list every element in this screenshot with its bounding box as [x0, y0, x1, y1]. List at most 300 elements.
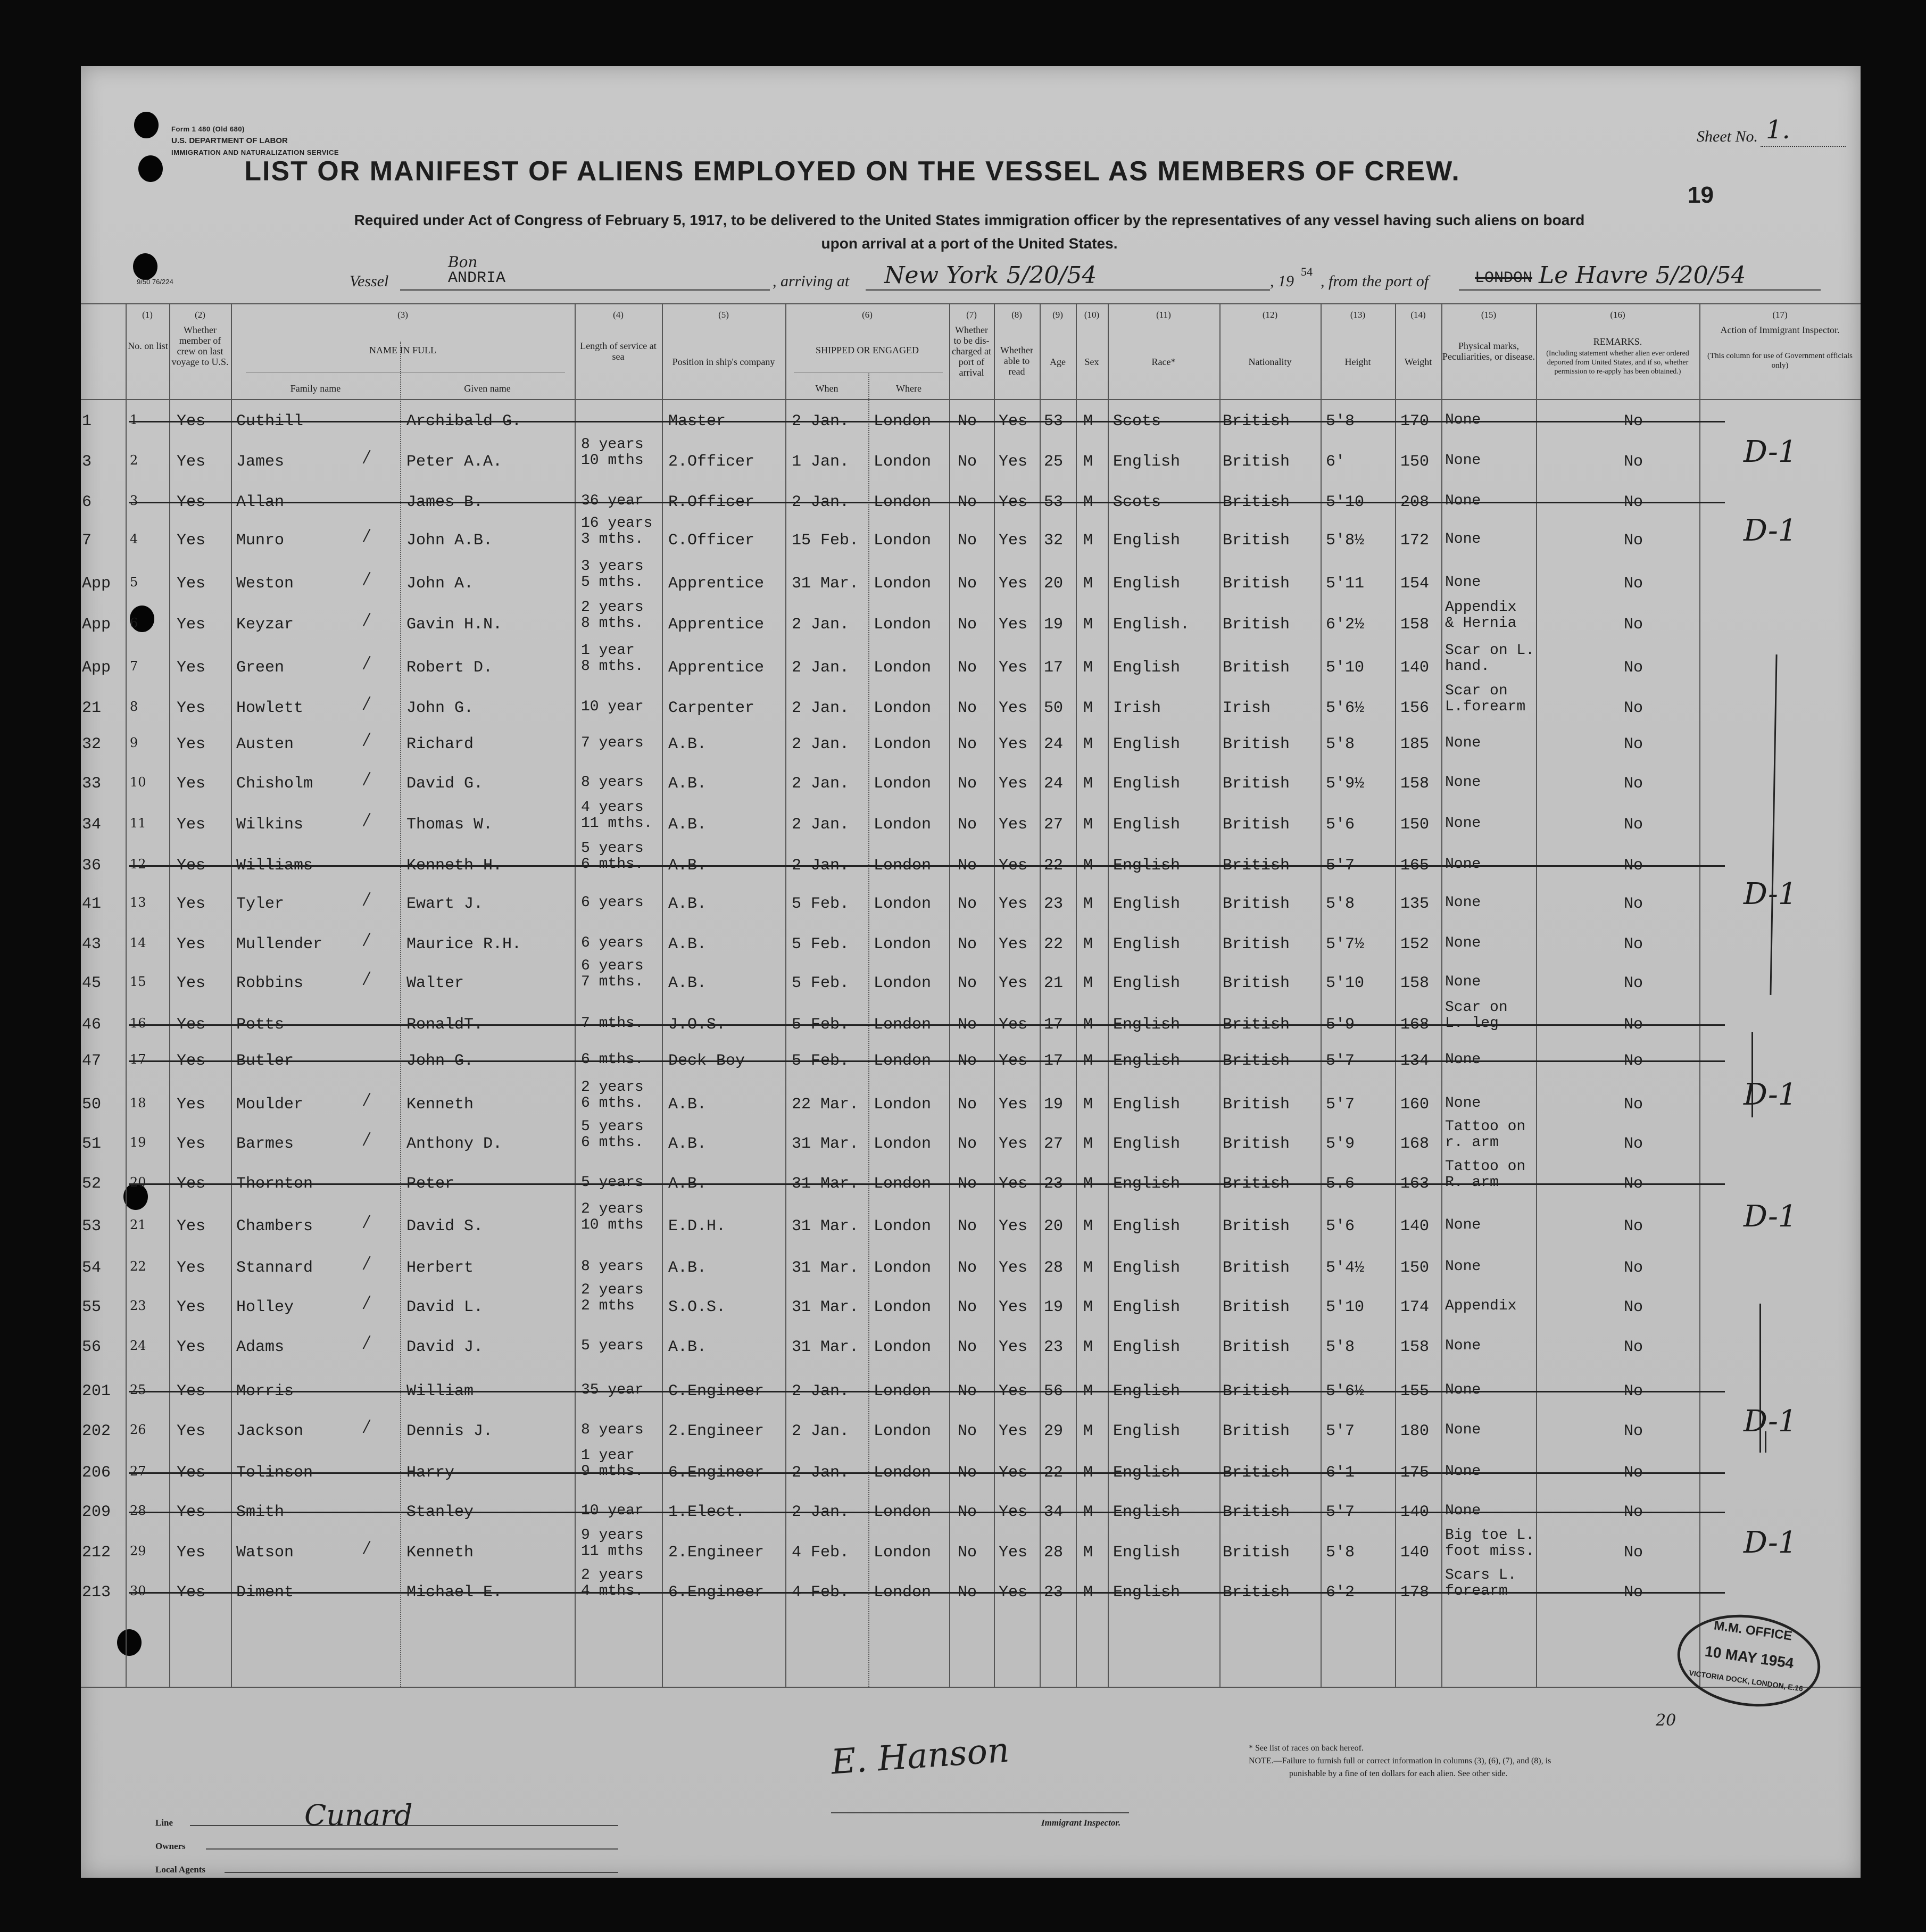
cell-when: 31 Mar.: [792, 1338, 859, 1356]
cell-where: London: [874, 735, 932, 753]
cell-wt: 160: [1400, 1096, 1430, 1114]
vessel-label: Vessel: [350, 272, 389, 290]
page-title: LIST OR MANIFEST OF ALIENS EMPLOYED ON THE VESSEL AS MEMBERS OF CREW.: [244, 156, 1460, 187]
cell-pos: C.Engineer: [668, 1382, 765, 1400]
cell-margin: 34: [82, 816, 102, 834]
table-row: [81, 1282, 1861, 1321]
cell-crew: Yes: [177, 1096, 206, 1114]
col-head-nationality: Nationality: [1248, 356, 1292, 367]
col-num-2: (2): [195, 310, 205, 320]
cell-where: London: [874, 895, 932, 913]
check-tick: /: [364, 930, 370, 949]
cell-service: [581, 643, 644, 675]
row-strikethrough: [129, 865, 1725, 867]
service-line-2: 9 mths.: [581, 1463, 644, 1480]
cell-wt: 174: [1400, 1298, 1430, 1316]
inspector-stroke: [1765, 1431, 1766, 1453]
cell-when: 2 Jan.: [792, 857, 850, 875]
cell-read: Yes: [999, 412, 1028, 430]
marks-line-2: hand.: [1445, 658, 1490, 675]
cell-nat: British: [1223, 1135, 1290, 1153]
cell-when: 2 Jan.: [792, 1503, 850, 1521]
cell-nat: British: [1223, 575, 1290, 593]
cell-where: London: [874, 935, 932, 953]
check-tick: /: [364, 694, 370, 712]
cell-age: 19: [1044, 1096, 1064, 1114]
cell-given: Archibald G.: [406, 412, 522, 430]
cell-nat: British: [1223, 1338, 1290, 1356]
cell-pos: A.B.: [668, 974, 707, 992]
stamp-date: 10 MAY 1954: [1704, 1643, 1795, 1672]
check-tick: /: [364, 1130, 370, 1148]
cell-given: David L.: [406, 1298, 484, 1316]
agent-signature: Cunard: [304, 1798, 413, 1832]
cell-disc: No: [958, 493, 977, 511]
service-line-1: 5 years: [581, 840, 644, 857]
cell-given: John G.: [406, 699, 474, 717]
cell-physical-marks: [1445, 895, 1481, 911]
cell-where: London: [874, 1503, 932, 1521]
table-row: [81, 486, 1861, 516]
cell-age: 17: [1044, 659, 1064, 677]
cell-physical-marks: [1445, 974, 1481, 990]
cell-age: 50: [1044, 699, 1064, 717]
cell-pos: A.B.: [668, 1338, 707, 1356]
marks-line-1: None: [1445, 1503, 1481, 1519]
marks-line-1: None: [1445, 735, 1481, 751]
cell-nat: British: [1223, 974, 1290, 992]
cell-race: Scots: [1113, 493, 1161, 511]
cell-age: 22: [1044, 857, 1064, 875]
cell-disc: No: [958, 1175, 977, 1193]
cell-where: London: [874, 575, 932, 593]
marks-line-1: None: [1445, 974, 1481, 990]
cell-given: David J.: [406, 1338, 484, 1356]
cell-sex: M: [1083, 453, 1093, 471]
cell-family: Moulder: [236, 1096, 304, 1114]
cell-crew: Yes: [177, 1298, 206, 1316]
cell-sex: M: [1083, 735, 1093, 753]
cell-when: 5 Feb.: [792, 895, 850, 913]
cell-read: Yes: [999, 616, 1028, 634]
header-bottom-border: [81, 399, 1861, 400]
cell-crew: Yes: [177, 493, 206, 511]
inspector-mark: D-1: [1744, 877, 1797, 911]
cell-given: RonaldT.: [406, 1016, 484, 1034]
cell-when: 22 Mar.: [792, 1096, 859, 1114]
cell-ht: 5.6: [1326, 1175, 1355, 1193]
cell-service: [581, 1448, 644, 1480]
cell-age: 56: [1044, 1382, 1064, 1400]
cell-nat: British: [1223, 1052, 1290, 1070]
cell-pos: 6.Engineer: [668, 1583, 765, 1602]
cell-sex: M: [1083, 1175, 1093, 1193]
cell-wt: 140: [1400, 659, 1430, 677]
col-head-height: Height: [1344, 356, 1371, 367]
cell-where: London: [874, 1135, 932, 1153]
col-head-name: NAME IN FULL: [369, 345, 436, 355]
cell-no: 18: [130, 1096, 146, 1110]
table-row: [81, 1567, 1861, 1606]
cell-where: London: [874, 453, 932, 471]
table-row: [81, 1447, 1861, 1486]
cell-margin: 3: [82, 453, 92, 471]
service-line-1: 4 years: [581, 799, 644, 816]
cell-given: Michael E.: [406, 1583, 503, 1602]
cell-pos: C.Officer: [668, 532, 755, 550]
cell-read: Yes: [999, 1583, 1028, 1602]
cell-read: Yes: [999, 575, 1028, 593]
cell-given: William: [406, 1382, 474, 1400]
cell-service: [581, 935, 644, 951]
cell-race: English: [1113, 1259, 1181, 1277]
cell-when: 2 Jan.: [792, 493, 850, 511]
cell-where: London: [874, 1259, 932, 1277]
cell-race: Irish: [1113, 699, 1161, 717]
cell-read: Yes: [999, 857, 1028, 875]
cell-sex: M: [1083, 816, 1093, 834]
cell-where: London: [874, 1217, 932, 1236]
cell-age: 28: [1044, 1259, 1064, 1277]
cell-family: Smith: [236, 1503, 285, 1521]
col-num-9: (9): [1052, 310, 1063, 320]
cell-margin: 21: [82, 699, 102, 717]
cell-nat: British: [1223, 1544, 1290, 1562]
marks-line-1: None: [1445, 1095, 1481, 1112]
table-row: [81, 1158, 1861, 1197]
cell-age: 27: [1044, 816, 1064, 834]
inspector-stroke: [1759, 1304, 1761, 1453]
col-head-discharged: Whether to be dis-charged at port of arrival: [951, 325, 992, 378]
check-tick: /: [364, 810, 370, 829]
cell-age: 27: [1044, 1135, 1064, 1153]
cell-sex: M: [1083, 1422, 1093, 1440]
cell-rem: No: [1624, 1464, 1643, 1482]
cell-disc: No: [958, 1464, 977, 1482]
cell-age: 29: [1044, 1422, 1064, 1440]
department-name: U.S. DEPARTMENT OF LABOR: [171, 136, 288, 145]
cell-when: 31 Mar.: [792, 575, 859, 593]
cell-physical-marks: [1445, 816, 1481, 832]
cell-race: English.: [1113, 616, 1190, 634]
table-row: [81, 1251, 1861, 1281]
inspector-signature: E. Hanson: [829, 1730, 1011, 1782]
cell-given: Robert D.: [406, 659, 493, 677]
cell-given: Herbert: [406, 1259, 474, 1277]
marks-line-1: None: [1445, 493, 1481, 509]
cell-race: English: [1113, 1583, 1181, 1602]
cell-age: 24: [1044, 735, 1064, 753]
table-row: [81, 642, 1861, 681]
cell-service: [581, 1080, 644, 1112]
cell-sex: M: [1083, 532, 1093, 550]
col-num-14: (14): [1410, 310, 1426, 320]
check-tick: /: [364, 1417, 370, 1436]
page-number: 19: [1688, 182, 1714, 208]
marks-line-1: Tattoo on: [1445, 1118, 1526, 1135]
col-head-position: Position in ship's company: [672, 356, 775, 367]
cell-given: Walter: [406, 974, 464, 992]
cell-rem: No: [1624, 1382, 1643, 1400]
cell-wt: 154: [1400, 575, 1430, 593]
print-code: 9/50 76/224: [137, 278, 173, 286]
col-num-1: (1): [142, 310, 153, 320]
service-line-1: 8 years: [581, 436, 644, 453]
cell-nat: British: [1223, 1016, 1290, 1034]
cell-pos: Apprentice: [668, 575, 765, 593]
col-head-length: Length of service at sea: [580, 341, 657, 362]
cell-when: 31 Mar.: [792, 1175, 859, 1193]
cell-ht: 5'11: [1326, 575, 1365, 593]
cell-rem: No: [1624, 1503, 1643, 1521]
service-line-2: 4 mths.: [581, 1583, 644, 1599]
cell-where: London: [874, 1096, 932, 1114]
cell-no: 14: [130, 935, 146, 950]
marks-line-1: Big toe L.: [1445, 1527, 1535, 1544]
cell-ht: 5'7½: [1326, 935, 1365, 953]
table-row: [81, 558, 1861, 597]
cell-margin: App: [82, 616, 111, 634]
cell-pos: Apprentice: [668, 616, 765, 634]
cell-given: Maurice R.H.: [406, 935, 522, 953]
cell-no: 11: [130, 816, 146, 831]
table-row: [81, 683, 1861, 722]
cell-pos: A.B.: [668, 1175, 707, 1193]
cell-rem: No: [1624, 857, 1643, 875]
cell-age: 23: [1044, 1583, 1064, 1602]
cell-sex: M: [1083, 1583, 1093, 1602]
cell-rem: No: [1624, 453, 1643, 471]
cell-disc: No: [958, 895, 977, 913]
cell-family: Adams: [236, 1338, 285, 1356]
cell-pos: Carpenter: [668, 699, 755, 717]
cell-where: London: [874, 974, 932, 992]
from-value: Le Havre 5/20/54: [1539, 262, 1746, 289]
cell-rem: No: [1624, 1217, 1643, 1236]
cell-wt: 140: [1400, 1503, 1430, 1521]
table-row: [81, 799, 1861, 838]
cell-sex: M: [1083, 493, 1093, 511]
cell-disc: No: [958, 1338, 977, 1356]
cell-physical-marks: [1445, 600, 1516, 632]
cell-given: John G.: [406, 1052, 474, 1070]
col-num-4: (4): [613, 310, 624, 320]
cell-age: 22: [1044, 1464, 1064, 1482]
cell-where: London: [874, 616, 932, 634]
check-tick: /: [364, 653, 370, 672]
cell-wt: 168: [1400, 1135, 1430, 1153]
cell-when: 31 Mar.: [792, 1135, 859, 1153]
cell-nat: British: [1223, 1583, 1290, 1602]
cell-pos: 6.Engineer: [668, 1464, 765, 1482]
cell-margin: 1: [82, 412, 92, 430]
col-head-no: No. on list: [128, 341, 168, 351]
from-struck: LONDON: [1475, 269, 1533, 287]
cell-age: 32: [1044, 532, 1064, 550]
cell-ht: 5'6: [1326, 816, 1355, 834]
cell-disc: No: [958, 935, 977, 953]
cell-physical-marks: [1445, 493, 1481, 509]
cell-no: 28: [130, 1503, 146, 1518]
cell-read: Yes: [999, 1464, 1028, 1482]
cell-sex: M: [1083, 1382, 1093, 1400]
note-line-2: punishable by a fine of ten dollars for each alien. See other side.: [1289, 1769, 1508, 1778]
cell-crew: Yes: [177, 1338, 206, 1356]
cell-rem: No: [1624, 1096, 1643, 1114]
agents-underline: [225, 1872, 618, 1873]
cell-ht: 5'8: [1326, 1338, 1355, 1356]
cell-nat: British: [1223, 1259, 1290, 1277]
col-head-physical: Physical marks, Peculiarities, or disease.: [1442, 341, 1535, 362]
sheet-number-line: [1761, 146, 1846, 147]
cell-family: Howlett: [236, 699, 304, 717]
cell-service: [581, 493, 644, 509]
cell-rem: No: [1624, 1298, 1643, 1316]
cell-family: Munro: [236, 532, 285, 550]
cell-where: London: [874, 816, 932, 834]
col-num-17: (17): [1772, 310, 1788, 320]
marks-line-1: Appendix: [1445, 599, 1517, 616]
row-strikethrough: [129, 421, 1725, 422]
cell-ht: 6'2½: [1326, 616, 1365, 634]
col-head-able-read: Whether able to read: [1000, 345, 1033, 377]
service-line-1: 6 mths.: [581, 1051, 644, 1068]
cell-when: 5 Feb.: [792, 1016, 850, 1034]
check-tick: /: [364, 569, 370, 588]
cell-read: Yes: [999, 1544, 1028, 1562]
inspector-mark: D-1: [1744, 1525, 1797, 1560]
cell-service: [581, 516, 652, 548]
table-row: [81, 1415, 1861, 1445]
cell-rem: No: [1624, 532, 1643, 550]
check-tick: /: [364, 769, 370, 788]
cell-crew: Yes: [177, 659, 206, 677]
cell-wt: 158: [1400, 616, 1430, 634]
cell-disc: No: [958, 1382, 977, 1400]
col-head-remarks-note: (Including statement whether alien ever ordered deported from United States, and if so, whether permission to re-apply has been obtained.): [1546, 350, 1689, 376]
form-number: Form 1 480 (Old 680): [171, 125, 245, 133]
cell-given: Kenneth H.: [406, 857, 503, 875]
cell-margin: 46: [82, 1016, 102, 1034]
cell-nat: British: [1223, 1422, 1290, 1440]
sheet-number-value: 1.: [1766, 115, 1790, 145]
cell-read: Yes: [999, 493, 1028, 511]
cell-no: 4: [130, 532, 138, 546]
cell-sex: M: [1083, 775, 1093, 793]
cell-sex: M: [1083, 1503, 1093, 1521]
cell-disc: No: [958, 816, 977, 834]
cell-disc: No: [958, 412, 977, 430]
cell-family: Allan: [236, 493, 285, 511]
cell-margin: 51: [82, 1135, 102, 1153]
cell-disc: No: [958, 453, 977, 471]
cell-service: [581, 775, 644, 791]
service-line-1: 7 years: [581, 735, 644, 751]
cell-read: Yes: [999, 1016, 1028, 1034]
cell-where: London: [874, 857, 932, 875]
cell-rem: No: [1624, 816, 1643, 834]
cell-physical-marks: [1445, 1096, 1481, 1112]
cell-service: [581, 600, 644, 632]
marks-line-1: Scars L.: [1445, 1567, 1517, 1583]
cell-crew: Yes: [177, 895, 206, 913]
cell-disc: No: [958, 1583, 977, 1602]
marks-line-1: None: [1445, 452, 1481, 469]
cell-physical-marks: [1445, 857, 1481, 873]
cell-wt: 135: [1400, 895, 1430, 913]
cell-rem: No: [1624, 1175, 1643, 1193]
cell-margin: 6: [82, 493, 92, 511]
cell-margin: 212: [82, 1544, 111, 1562]
cell-race: English: [1113, 1464, 1181, 1482]
cell-family: Chambers: [236, 1217, 313, 1236]
cell-nat: British: [1223, 532, 1290, 550]
cell-wt: 158: [1400, 775, 1430, 793]
cell-service: [581, 1282, 644, 1314]
cell-physical-marks: [1445, 1422, 1481, 1438]
col-head-where: Where: [896, 383, 922, 394]
cell-ht: 5'8½: [1326, 532, 1365, 550]
cell-rem: No: [1624, 616, 1643, 634]
marks-line-1: None: [1445, 1382, 1481, 1398]
cell-wt: 134: [1400, 1052, 1430, 1070]
cell-pos: A.B.: [668, 1096, 707, 1114]
table-row: [81, 515, 1861, 554]
cell-disc: No: [958, 699, 977, 717]
cell-service: [581, 895, 644, 911]
cell-read: Yes: [999, 1503, 1028, 1521]
cell-when: 5 Feb.: [792, 1052, 850, 1070]
marks-line-1: None: [1445, 1051, 1481, 1068]
cell-service: [581, 841, 644, 873]
cell-rem: No: [1624, 1052, 1643, 1070]
check-tick: /: [364, 1090, 370, 1109]
cell-read: Yes: [999, 1096, 1028, 1114]
service-line-2: 2 mths: [581, 1298, 635, 1314]
cell-nat: British: [1223, 935, 1290, 953]
cell-wt: 168: [1400, 1016, 1430, 1034]
service-line-1: 9 years: [581, 1527, 644, 1544]
col-head-action-note: (This column for use of Government officials only): [1707, 352, 1853, 370]
cell-service: [581, 1201, 644, 1233]
cell-race: English: [1113, 816, 1181, 834]
cell-no: 17: [130, 1052, 146, 1067]
table-row: [81, 1044, 1861, 1074]
cell-margin: 50: [82, 1096, 102, 1114]
cell-disc: No: [958, 659, 977, 677]
cell-age: 28: [1044, 1544, 1064, 1562]
cell-given: Peter: [406, 1175, 455, 1193]
cell-where: London: [874, 412, 932, 430]
cell-crew: Yes: [177, 453, 206, 471]
service-line-1: 35 year: [581, 1382, 644, 1398]
service-line-1: 10 year: [581, 1503, 644, 1519]
cell-rem: No: [1624, 1016, 1643, 1034]
service-name: IMMIGRATION AND NATURALIZATION SERVICE: [171, 148, 339, 156]
cell-disc: No: [958, 1259, 977, 1277]
cell-physical-marks: [1445, 775, 1481, 791]
service-line-2: 6 mths.: [581, 856, 644, 873]
cell-when: 31 Mar.: [792, 1259, 859, 1277]
cell-read: Yes: [999, 1052, 1028, 1070]
cell-ht: 6'2: [1326, 1583, 1355, 1602]
cell-no: 30: [130, 1583, 146, 1598]
cell-crew: Yes: [177, 699, 206, 717]
cell-physical-marks: [1445, 412, 1481, 428]
cell-race: English: [1113, 453, 1181, 471]
cell-physical-marks: [1445, 735, 1481, 751]
cell-family: Wilkins: [236, 816, 304, 834]
